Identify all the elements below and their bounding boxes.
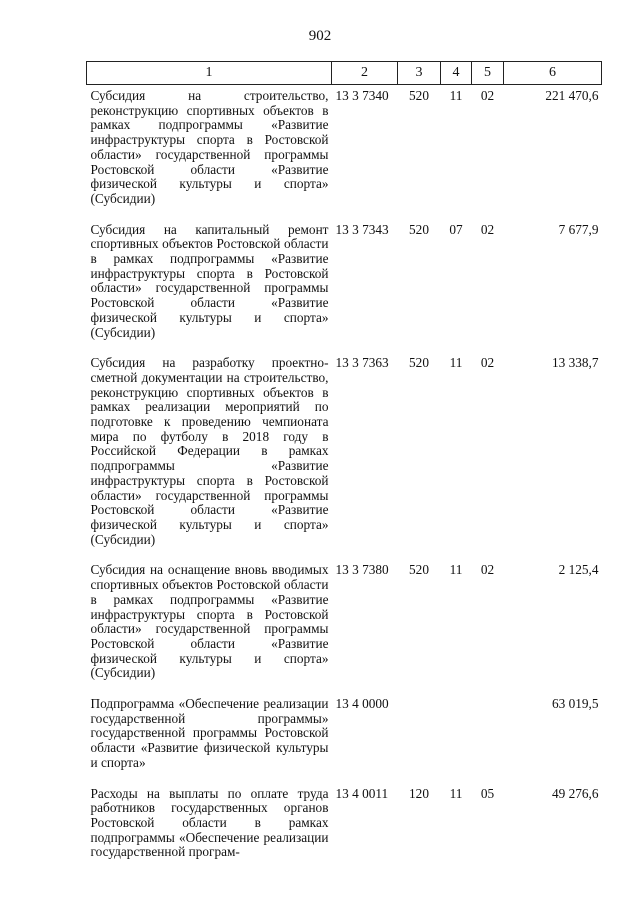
- row-col5: 02: [480, 562, 495, 578]
- row-col4: [441, 693, 472, 783]
- row-col4: 11: [449, 785, 463, 801]
- table-row: [87, 783, 602, 873]
- column-header: 4: [441, 62, 472, 85]
- row-code: 13 3 7363: [335, 355, 389, 371]
- column-header: 2: [332, 62, 398, 85]
- row-description: Субсидия на оснащение вновь вводимых спортивных объектов Ростовской области в рамках подпрограммы «Развитие инфраструктуры спорта в Ростовской области» государственной программы Ростовской области «Развитие физической культуры и спорта» (Субсидии): [90, 562, 329, 681]
- row-col3: [398, 693, 441, 783]
- row-amount: 63 019,5: [551, 696, 599, 712]
- row-col5: [472, 693, 504, 783]
- row-col3: 120: [409, 785, 429, 801]
- row-col4: 11: [449, 88, 463, 103]
- row-col3: 520: [409, 355, 429, 371]
- row-col3: 520: [409, 221, 429, 237]
- row-amount: 13 338,7: [551, 355, 599, 371]
- row-col5: 02: [480, 88, 495, 103]
- row-description: Субсидия на строительство, реконструкцию спортивных объектов в рамках подпрограммы «Развитие инфраструктуры спорта в Ростовской области» государственной программы Ростовской области «Развитие физической культуры и спорта» (Субсидии): [90, 88, 329, 206]
- row-code: 13 4 0011: [335, 785, 389, 801]
- row-col4: 11: [449, 355, 463, 371]
- table-row: [87, 352, 602, 559]
- row-col3: 520: [409, 562, 429, 578]
- row-description: Субсидия на капитальный ремонт спортивных объектов Ростовской области в рамках подпрограммы «Развитие инфраструктуры спорта в Ростовской области» государственной программы Ростовской области «Развитие физической культуры и спорта» (Субсидии): [90, 221, 329, 340]
- row-description: Субсидия на разработку проектно-сметной документации на строительство, реконструкцию спортивных объектов в рамках реализации мероприятий по подготовке к проведению чемпионата мира по футболу в 2018 году в Российской Федерации в рамках подпрограммы «Развитие инфраструктуры спорта в Ростовской области» государственной программы Ростовской области «Развитие физической культуры и спорта» (Субсидии): [90, 355, 329, 547]
- column-header: 1: [87, 62, 332, 85]
- row-amount: 7 677,9: [558, 221, 599, 237]
- table-row: [87, 219, 602, 353]
- row-code: 13 4 0000: [335, 696, 389, 712]
- row-amount: 49 276,6: [551, 785, 599, 801]
- row-col4: 07: [449, 221, 463, 237]
- table-row: [87, 559, 602, 693]
- row-col3: 520: [409, 88, 429, 103]
- row-col5: 02: [480, 221, 495, 237]
- row-code: 13 3 7343: [335, 221, 389, 237]
- row-code: 13 3 7380: [335, 562, 389, 578]
- page-number: 902: [308, 28, 332, 44]
- budget-table: [86, 61, 602, 872]
- table-row: [87, 693, 602, 783]
- column-header: 3: [398, 62, 441, 85]
- table-header-row: [87, 62, 602, 85]
- column-header: 5: [472, 62, 504, 85]
- row-col4: 11: [449, 562, 463, 578]
- row-description: Расходы на выплаты по оплате труда работников государственных органов Ростовской области в рамках подпрограммы «Обеспечение реализации государственной програм-: [90, 785, 329, 860]
- row-amount: 221 470,6: [545, 88, 599, 103]
- row-col5: 05: [480, 785, 495, 801]
- column-header: 6: [504, 62, 602, 85]
- row-code: 13 3 7340: [335, 88, 389, 103]
- row-description: Подпрограмма «Обеспечение реализации государственной программы» государственной программы Ростовской области «Развитие физической культуры и спорта»: [90, 696, 329, 770]
- row-col5: 02: [480, 355, 495, 371]
- row-amount: 2 125,4: [558, 562, 599, 578]
- table-row: [87, 85, 602, 219]
